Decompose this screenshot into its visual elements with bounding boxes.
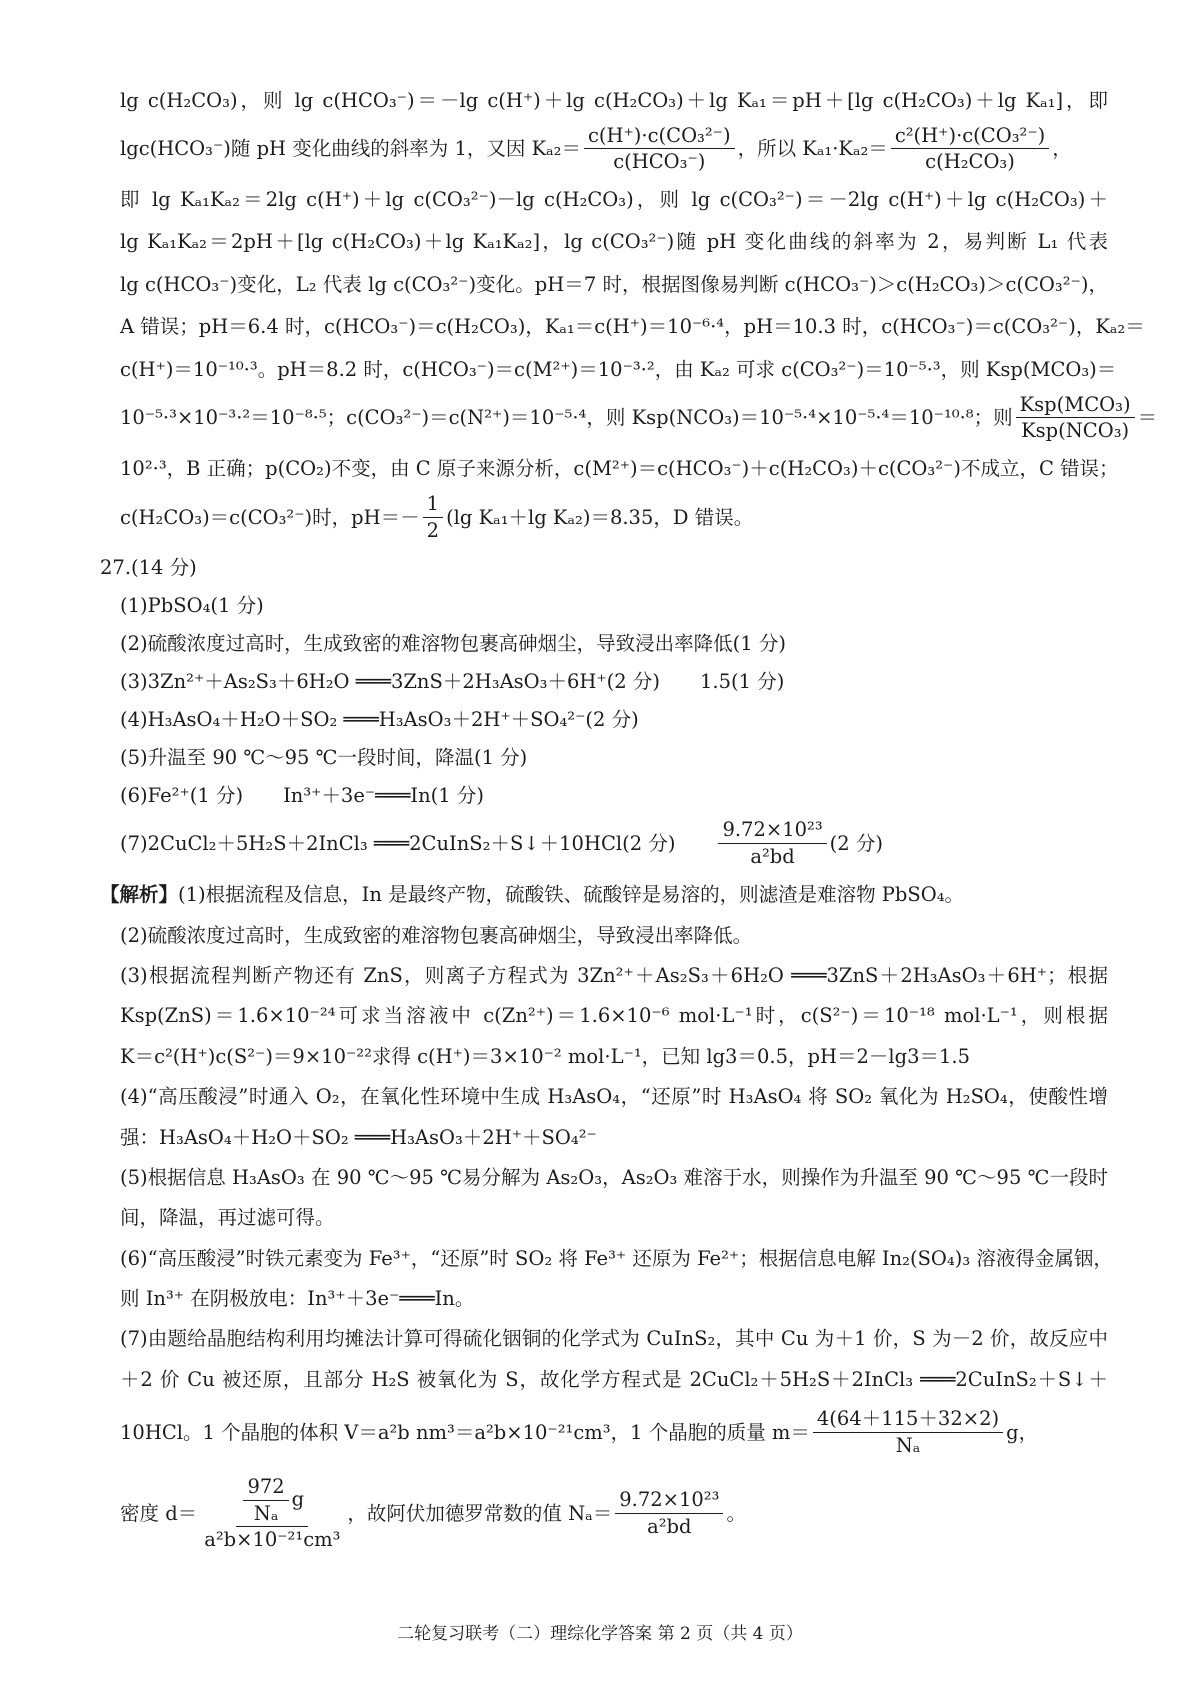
text-segment: lgc(HCO₃⁻)随 pH 变化曲线的斜率为 1，又因 Kₐ₂＝ — [120, 136, 581, 160]
fraction — [615, 1488, 723, 1538]
answer-item — [120, 814, 1108, 872]
answer-item: (4)H₃AsO₄＋H₂O＋SO₂ ═══H₃AsO₃＋2H⁺＋SO₄²⁻(2 分) — [120, 707, 639, 731]
fraction — [813, 1407, 1003, 1457]
fraction-numerator: 9.72×10²³ — [718, 818, 826, 843]
fraction-numerator: c²(H⁺)·c(CO₃²⁻) — [891, 124, 1049, 149]
text-segment: 10⁻⁵·³×10⁻³·²＝10⁻⁸·⁵；c(CO₃²⁻)＝c(N²⁺)＝10⁻⁵·⁴，则 Ksp(NCO₃)＝10⁻⁵·⁴×10⁻⁵·⁴＝10⁻¹⁰·⁸；则 — [120, 405, 1013, 429]
text-line: 间，降温，再过滤可得。 — [120, 1206, 335, 1230]
text-segment: (lg Kₐ₁＋lg Kₐ₂)＝8.35，D 错误。 — [446, 505, 754, 529]
fraction — [200, 1475, 344, 1551]
text-line — [120, 121, 1108, 177]
question-header: 27.(14 分) — [100, 555, 197, 579]
fraction-numerator — [236, 1475, 308, 1527]
fraction — [584, 124, 735, 174]
fraction-numerator: 9.72×10²³ — [615, 1488, 723, 1513]
answer-item: (1)PbSO₄(1 分) — [120, 593, 264, 617]
answer-item: (5)升温至 90 ℃～95 ℃一段时间，降温(1 分) — [120, 745, 528, 769]
text-segment: ＝ — [1137, 405, 1158, 429]
text-line: 即 lg Kₐ₁Kₐ₂＝2lg c(H⁺)＋lg c(CO₃²⁻)－lg c(H₂CO₃)，则 lg c(CO₃²⁻)＝－2lg c(H⁺)＋lg c(H₂CO₃)＋ — [120, 187, 1108, 211]
fraction — [891, 124, 1049, 174]
text-segment: (1)根据流程及信息，In 是最终产物，硫酸铁、硫酸锌是易溶的，则滤渣是难溶物 PbSO₄。 — [178, 883, 965, 907]
fraction-denominator: c(HCO₃⁻) — [613, 150, 706, 174]
text-segment: 。 — [726, 1501, 746, 1525]
fraction-numerator: 1 — [423, 492, 443, 517]
fraction-numerator: Ksp(MCO₃) — [1016, 393, 1135, 418]
text-line: (6)“高压酸浸”时铁元素变为 Fe³⁺，“还原”时 SO₂ 将 Fe³⁺ 还原为 Fe²⁺；根据信息电解 In₂(SO₄)₃ 溶液得金属铟， — [120, 1246, 1113, 1270]
text-segment: (7)2CuCl₂＋5H₂S＋2InCl₃ ═══2CuInS₂＋S↓＋10HCl(2 分) — [120, 831, 676, 855]
fraction-denominator: Ksp(NCO₃) — [1021, 419, 1130, 443]
fraction-denominator: a²bd — [647, 1514, 692, 1538]
text-line: K＝c²(H⁺)c(S²⁻)＝9×10⁻²²求得 c(H⁺)＝3×10⁻² mol·L⁻¹，已知 lg3＝0.5，pH＝2－lg3＝1.5 — [120, 1044, 971, 1068]
text-segment: (3)3Zn²⁺＋As₂S₃＋6H₂O ═══3ZnS＋2H₃AsO₃＋6H⁺(2 分) — [120, 669, 660, 693]
text-segment: 10HCl。1 个晶胞的体积 V＝a²b nm³＝a²b×10⁻²¹cm³，1 个晶胞的质量 m＝ — [120, 1420, 810, 1444]
text-segment: 1.5(1 分) — [699, 669, 785, 693]
text-line: (3)根据流程判断产物还有 ZnS，则离子方程式为 3Zn²⁺＋As₂S₃＋6H₂O ═══3ZnS＋2H₃AsO₃＋6H⁺；根据 — [120, 963, 1108, 987]
text-line: ＋2 价 Cu 被还原，且部分 H₂S 被氧化为 S，故化学方程式是 2CuCl₂＋5H₂S＋2InCl₃ ═══2CuInS₂＋S↓＋ — [120, 1367, 1108, 1391]
text-segment: (6)Fe²⁺(1 分) — [120, 783, 244, 807]
text-line: Ksp(ZnS)＝1.6×10⁻²⁴可求当溶液中 c(Zn²⁺)＝1.6×10⁻⁶ mol·L⁻¹时，c(S²⁻)＝10⁻¹⁸ mol·L⁻¹，则根据 — [120, 1004, 1108, 1028]
solution-section — [100, 874, 1113, 1561]
text-segment: g， — [1006, 1420, 1039, 1444]
text-line: lg c(H₂CO₃)，则 lg c(HCO₃⁻)＝－lg c(H⁺)＋lg c(H₂CO₃)＋lg Kₐ₁＝pH＋[lg c(H₂CO₃)＋lg Kₐ₁]，即 — [120, 89, 1108, 112]
fraction — [1016, 393, 1135, 443]
text-line: c(H⁺)＝10⁻¹⁰·³。pH＝8.2 时，c(HCO₃⁻)＝c(M²⁺)＝10⁻³·²，由 Kₐ₂ 可求 c(CO₃²⁻)＝10⁻⁵·³，则 Ksp(MCO₃)＝ — [120, 357, 1117, 381]
text-line — [120, 488, 1108, 546]
fraction-denominator: c(H₂CO₃) — [925, 150, 1015, 174]
fraction-denominator: a²bd — [750, 844, 795, 868]
text-line — [100, 874, 1108, 914]
text-segment: ，所以 Kₐ₁·Kₐ₂＝ — [737, 136, 888, 160]
solution-tag: 【解析】 — [100, 883, 179, 907]
answer-item: (2)硫酸浓度过高时，生成致密的难溶物包裹高砷烟尘，导致浸出率降低(1 分) — [120, 631, 786, 655]
text-line: (7)由题给晶胞结构利用均摊法计算可得硫化铟铜的化学式为 CuInS₂，其中 Cu 为＋1 价，S 为－2 价，故反应中 — [120, 1327, 1108, 1351]
text-line: A 错误；pH＝6.4 时，c(HCO₃⁻)＝c(H₂CO₃)，Kₐ₁＝c(H⁺)＝10⁻⁶·⁴，pH＝10.3 时，c(HCO₃⁻)＝c(CO₃²⁻)，Kₐ₂＝ — [120, 315, 1145, 339]
text-line: lg c(HCO₃⁻)变化，L₂ 代表 lg c(CO₃²⁻)变化。pH＝7 时，根据图像易判断 c(HCO₃⁻)＞c(H₂CO₃)＞c(CO₃²⁻)， — [120, 272, 1108, 296]
text-line: 强：H₃AsO₄＋H₂O＋SO₂ ═══H₃AsO₃＋2H⁺＋SO₄²⁻ — [120, 1125, 597, 1149]
text-segment: c(H₂CO₃)＝c(CO₃²⁻)时，pH＝－ — [120, 505, 420, 529]
fraction — [718, 818, 826, 868]
text-line: lg Kₐ₁Kₐ₂＝2pH＋[lg c(H₂CO₃)＋lg Kₐ₁Kₐ₂]，lg c(CO₃²⁻)随 pH 变化曲线的斜率为 2，易判断 L₁ 代表 — [120, 230, 1108, 254]
text-line: (5)根据信息 H₃AsO₃ 在 90 ℃～95 ℃易分解为 As₂O₃，As₂O₃ 难溶于水，则操作为升温至 90 ℃～95 ℃一段时 — [120, 1165, 1108, 1189]
answer-item — [120, 662, 1108, 700]
answer-item — [120, 776, 1108, 814]
analysis-continuation — [120, 78, 1158, 546]
fraction-numerator: 972 — [243, 1475, 288, 1500]
fraction-denominator: 2 — [426, 518, 440, 542]
nested-fraction — [243, 1475, 288, 1525]
fraction-denominator: Nₐ — [253, 1501, 279, 1525]
text-segment: (2 分) — [829, 831, 883, 855]
fraction-numerator: c(H⁺)·c(CO₃²⁻) — [584, 124, 735, 149]
fraction-numerator: 4(64＋115＋32×2) — [813, 1407, 1003, 1432]
page-footer: 二轮复习联考（二）理综化学答案 第 2 页（共 4 页） — [397, 1624, 803, 1644]
text-line — [120, 1465, 1108, 1561]
text-line: (2)硫酸浓度过高时，生成致密的难溶物包裹高砷烟尘，导致浸出率降低。 — [120, 923, 753, 947]
text-line — [120, 1399, 1108, 1465]
text-line: 则 In³⁺ 在阴极放电：In³⁺＋3e⁻═══In。 — [120, 1287, 475, 1311]
fraction — [423, 492, 443, 542]
text-segment: In³⁺＋3e⁻═══In(1 分) — [283, 783, 484, 807]
text-line — [120, 390, 1158, 446]
question-27-answers — [100, 548, 1108, 872]
fraction-denominator: Nₐ — [895, 1433, 921, 1457]
text-line: (4)“高压酸浸”时通入 O₂，在氧化性环境中生成 H₃AsO₄，“还原”时 H₃AsO₄ 将 SO₂ 氧化为 H₂SO₄，使酸性增 — [120, 1085, 1108, 1109]
text-segment: ，故阿伏加德罗常数的值 Nₐ＝ — [347, 1501, 613, 1525]
text-line: 10²·³，B 正确；p(CO₂)不变，由 C 原子来源分析，c(M²⁺)＝c(HCO₃⁻)＋c(H₂CO₃)＋c(CO₃²⁻)不成立，C 错误； — [120, 456, 1119, 480]
text-segment: ， — [1052, 136, 1072, 160]
unit: g — [291, 1487, 305, 1511]
text-segment: 密度 d＝ — [120, 1501, 198, 1525]
fraction-denominator: a²b×10⁻²¹cm³ — [204, 1527, 341, 1551]
